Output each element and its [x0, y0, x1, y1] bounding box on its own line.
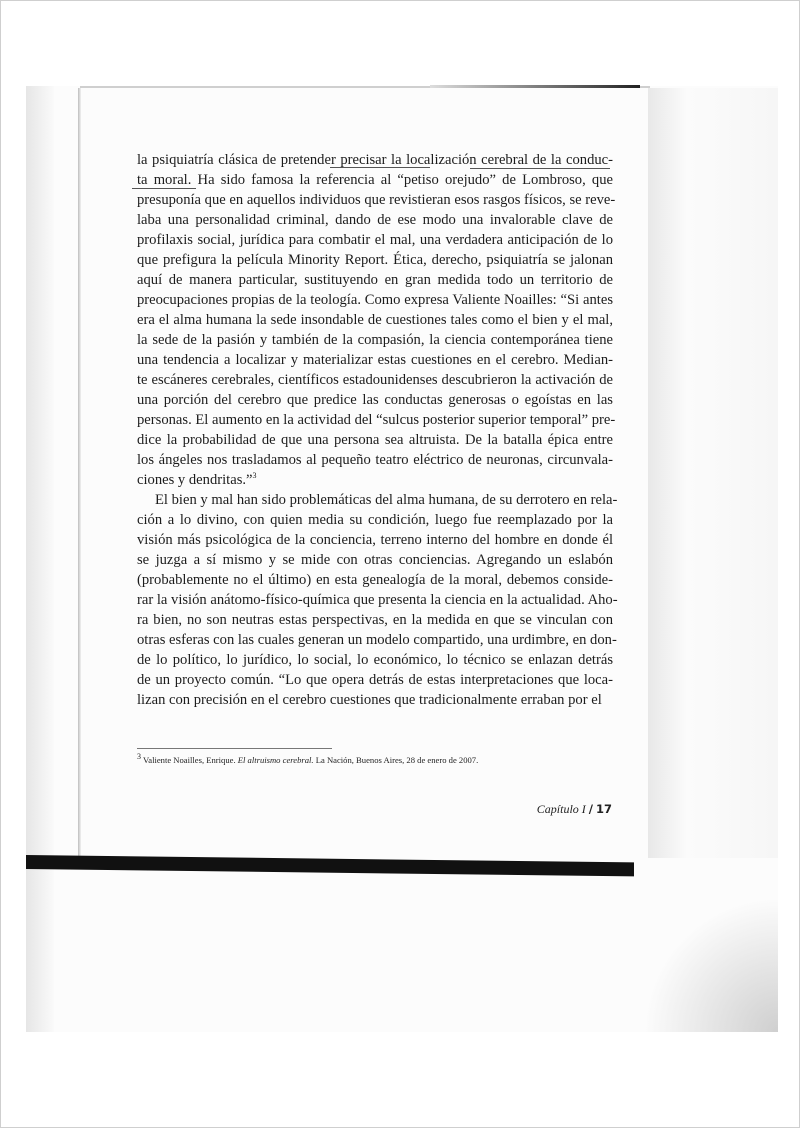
text-line: ciones y dendritas.”$^3$: [137, 471, 257, 488]
text-line: dice la probabilidad de que una persona sea altruista. De la batalla épica entre: [137, 432, 613, 448]
footnote: $^3$ Valiente Noailles, Enrique. El altruismo cerebral. La Nación, Buenos Aires, 28 de enero de 2007.: [137, 752, 479, 765]
text-line: personas. El aumento en la actividad del “sulcus posterior superior temporal” pre-: [137, 412, 616, 428]
text-line: la psiquiatría clásica de pretender precisar la localización cerebral de la conduc-: [137, 152, 613, 168]
running-footer: Capítulo I / 17: [536, 802, 612, 816]
pen-underline: [132, 188, 196, 189]
text-line: laba una personalidad criminal, dando de ese modo una invalorable clave de: [137, 212, 613, 228]
pen-underline: [470, 168, 610, 169]
text-line: te escáneres cerebrales, científicos estadounidenses descubrieron la activación de: [137, 372, 613, 388]
text-line: ra bien, no son neutras estas perspectivas, en la medida en que se vinculan con: [137, 612, 613, 628]
text-line: aquí de manera particular, sustituyendo en gran medida todo un territorio de: [137, 272, 613, 288]
text-line: una porción del cerebro que predice las conductas generosas o egoístas en las: [137, 392, 613, 408]
scan-shadow: [26, 86, 54, 1032]
text-line: los ángeles nos trasladamos al pequeño teatro eléctrico de neuronas, circunvala-: [137, 452, 613, 468]
text-line: una tendencia a localizar y materializar estas cuestiones en el cerebro. Median-: [137, 352, 613, 368]
page-top-shadow: [430, 85, 640, 88]
pen-underline: [330, 167, 430, 168]
text-line: se juzga a sí mismo y se mide con otras conciencias. Agregando un eslabón: [137, 552, 613, 568]
text-line: presuponía que en aquellos individuos que revistieran esos rasgos físicos, se reve-: [137, 192, 616, 208]
footnote-reference: 3: [252, 471, 257, 481]
facing-page-margin: [648, 88, 778, 858]
text-line: la sede de la pasión y también de la compasión, la ciencia contemporánea tiene: [137, 332, 613, 348]
text-line: ta moral. Ha sido famosa la referencia al “petiso orejudo” de Lombroso, que: [137, 172, 613, 188]
page-left-edge: [78, 88, 81, 858]
body-text: [137, 150, 618, 710]
text-line: otras esferas con las cuales generan un modelo compartido, una urdimbre, en don-: [137, 632, 617, 648]
text-line: era el alma humana la sede insondable de cuestiones tales como el bien y el mal,: [137, 312, 613, 328]
text-line: visión más psicológica de la conciencia, terreno interno del hombre en donde él: [137, 532, 613, 548]
text-line: ción a lo divino, con quien media su condición, luego fue reemplazado por la: [137, 512, 613, 528]
paragraph-1: [137, 150, 616, 490]
text-line: de un proyecto común. “Lo que opera detrás de estas interpretaciones que loca-: [137, 672, 613, 688]
text-line: profilaxis social, jurídica para combatir el mal, una verdadera anticipación de lo: [137, 232, 613, 248]
text-line: El bien y mal han sido problemáticas del alma humana, de su derrotero en rela-: [155, 492, 618, 508]
text-line: de lo político, lo jurídico, lo social, lo económico, lo técnico se enlazan detrás: [137, 652, 613, 668]
footnote-rule: [137, 748, 332, 749]
page-number: 17: [595, 802, 612, 816]
text-line: lizan con precisión en el cerebro cuestiones que tradicionalmente erraban por el: [137, 692, 602, 708]
paragraph-2: [137, 490, 618, 710]
text-line: rar la visión anátomo-físico-química que presenta la ciencia en la actualidad. Aho-: [137, 592, 618, 608]
corner-shade: [640, 900, 778, 1032]
text-line: (probablemente no el último) en esta genealogía de la moral, debemos conside-: [137, 572, 613, 588]
text-line: preocupaciones propias de la teología. Como expresa Valiente Noailles: “Si antes: [137, 292, 613, 308]
text-line: que prefigura la película Minority Report. Ética, derecho, psiquiatría se jalonan: [137, 252, 613, 268]
